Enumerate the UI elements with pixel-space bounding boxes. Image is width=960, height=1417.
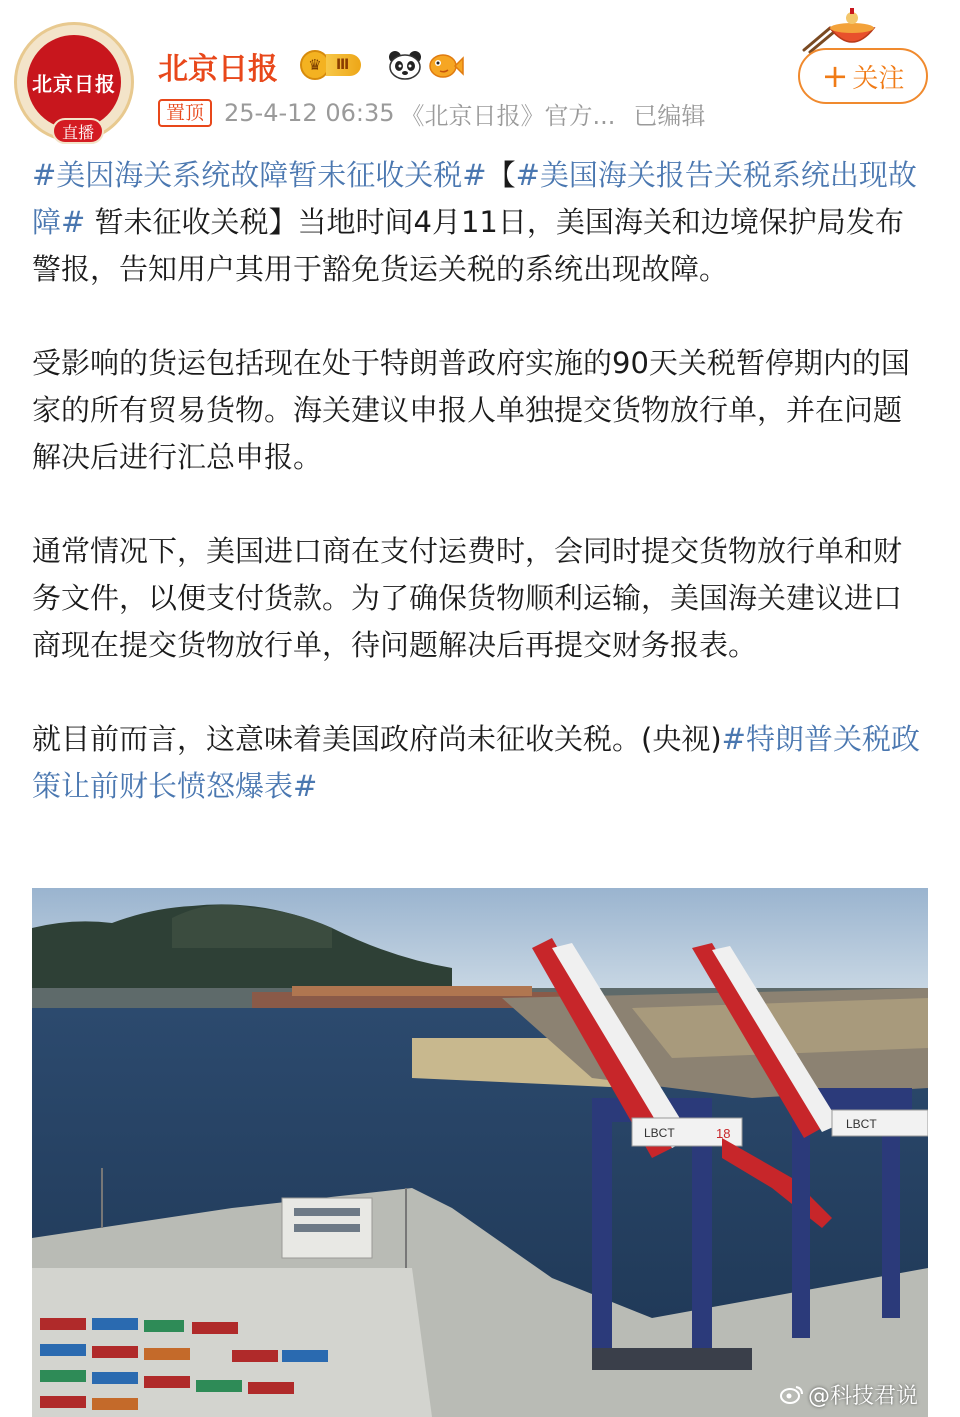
hashtag-link[interactable]: #美国海关报告关税系统出现故障# <box>32 158 917 239</box>
weibo-icon <box>780 1384 804 1404</box>
crown-icon: ♛ <box>300 50 330 80</box>
vip-level: Ⅲ <box>326 54 361 76</box>
follow-label: 关注 <box>852 63 905 94</box>
plus-icon: + <box>821 57 849 95</box>
avatar[interactable] <box>14 22 140 148</box>
paragraph-4 <box>32 716 928 810</box>
vip-badge[interactable] <box>300 50 382 80</box>
username[interactable]: 北京日报 <box>158 52 278 87</box>
paragraph-text: 就目前而言，这意味着美国政府尚未征收关税。(央视) <box>32 722 722 756</box>
crane-label: LBCT <box>846 1117 877 1131</box>
crane-label: LBCT <box>644 1126 675 1140</box>
hashtag-link[interactable]: #美因海关系统故障暂未征收关税# <box>32 158 487 192</box>
title-bracket: 【 <box>486 158 516 192</box>
avatar-logo: 北京日报 <box>27 35 121 129</box>
crane-number: 18 <box>716 1126 731 1141</box>
post-photo[interactable] <box>32 888 928 1417</box>
follow-button[interactable] <box>798 48 928 104</box>
post-text <box>32 152 928 810</box>
live-badge[interactable]: 直播 <box>52 118 104 144</box>
paragraph-text: 当地时间4月11日，美国海关和边境保护局发布警报，告知用户其用于豁免货运关税的系统出现故障。 <box>32 205 904 286</box>
watermark-text: @科技君说 <box>807 1383 918 1409</box>
hashtag-link[interactable]: #特朗普关税政策让前财长愤怒爆表# <box>32 722 920 803</box>
pinned-tag: 置顶 <box>158 99 212 127</box>
port-scene <box>32 888 928 1417</box>
panda-icon[interactable] <box>388 50 422 80</box>
post-time: 25-4-12 06:35 <box>224 99 395 127</box>
paragraph-2: 受影响的货运包括现在处于特朗普政府实施的90天关税暂停期内的国家的所有贸易货物。海关建议申报人单独提交货物放行单，并在问题解决后进行汇总申报。 <box>32 346 910 474</box>
paragraph-3: 通常情况下，美国进口商在支付运费时，会同时提交货物放行单和财务文件，以便支付货款。为了确保货物顺利运输，美国海关建议进口商现在提交货物放行单，待问题解决后再提交财务报表。 <box>32 534 903 662</box>
edited-label[interactable]: 已编辑 <box>633 101 706 130</box>
title-rest: 暂未征收关税】 <box>85 205 298 239</box>
post-header <box>0 0 960 150</box>
hotpot-icon <box>800 6 880 54</box>
watermark <box>780 1379 918 1409</box>
post-source[interactable]: 《北京日报》官方... <box>400 101 616 130</box>
fish-icon[interactable] <box>428 52 464 80</box>
post-meta <box>158 98 705 128</box>
paragraph-1 <box>32 152 928 293</box>
